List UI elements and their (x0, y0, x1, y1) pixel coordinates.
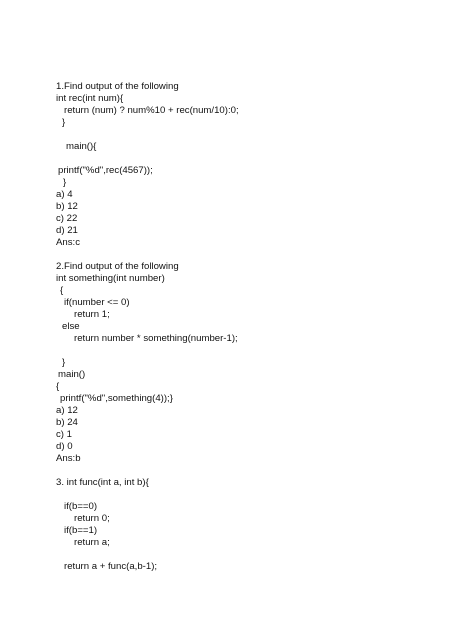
code-line: if(b==1) (64, 525, 98, 536)
code-line: return a; (74, 537, 110, 548)
code-line: return a + func(a,b-1); (64, 561, 158, 572)
code-line: } (62, 117, 66, 128)
code-line: return number * something(number-1); (74, 333, 238, 344)
answer-option: d) 21 (56, 225, 78, 236)
code-line: } (63, 177, 67, 188)
code-line: printf("%d",rec(4567)); (58, 165, 153, 176)
code-line: printf("%d",something(4));} (60, 393, 173, 404)
answer-key: Ans:b (56, 453, 81, 464)
answer-key: Ans:c (56, 237, 80, 248)
answer-option: d) 0 (56, 441, 73, 452)
code-line: main() (58, 369, 86, 380)
question-3-title: 3. int func(int a, int b){ (56, 477, 149, 488)
answer-option: a) 4 (56, 189, 73, 200)
code-line: { (56, 381, 60, 392)
question-1-title: 1.Find output of the following (56, 81, 179, 92)
code-line: int rec(int num){ (56, 93, 124, 104)
code-line: } (62, 357, 66, 368)
code-line: main(){ (66, 141, 97, 152)
answer-option: c) 1 (56, 429, 72, 440)
code-line: else (62, 321, 80, 332)
question-2-title: 2.Find output of the following (56, 261, 179, 272)
answer-option: a) 12 (56, 405, 78, 416)
code-line: return 0; (74, 513, 110, 524)
code-line: return (num) ? num%10 + rec(num/10):0; (64, 105, 239, 116)
code-line: if(b==0) (64, 501, 98, 512)
code-line: int something(int number) (56, 273, 165, 284)
code-line: { (60, 285, 64, 296)
answer-option: b) 12 (56, 201, 78, 212)
answer-option: c) 22 (56, 213, 78, 224)
code-line: return 1; (74, 309, 110, 320)
answer-option: b) 24 (56, 417, 78, 428)
code-line: if(number <= 0) (64, 297, 130, 308)
